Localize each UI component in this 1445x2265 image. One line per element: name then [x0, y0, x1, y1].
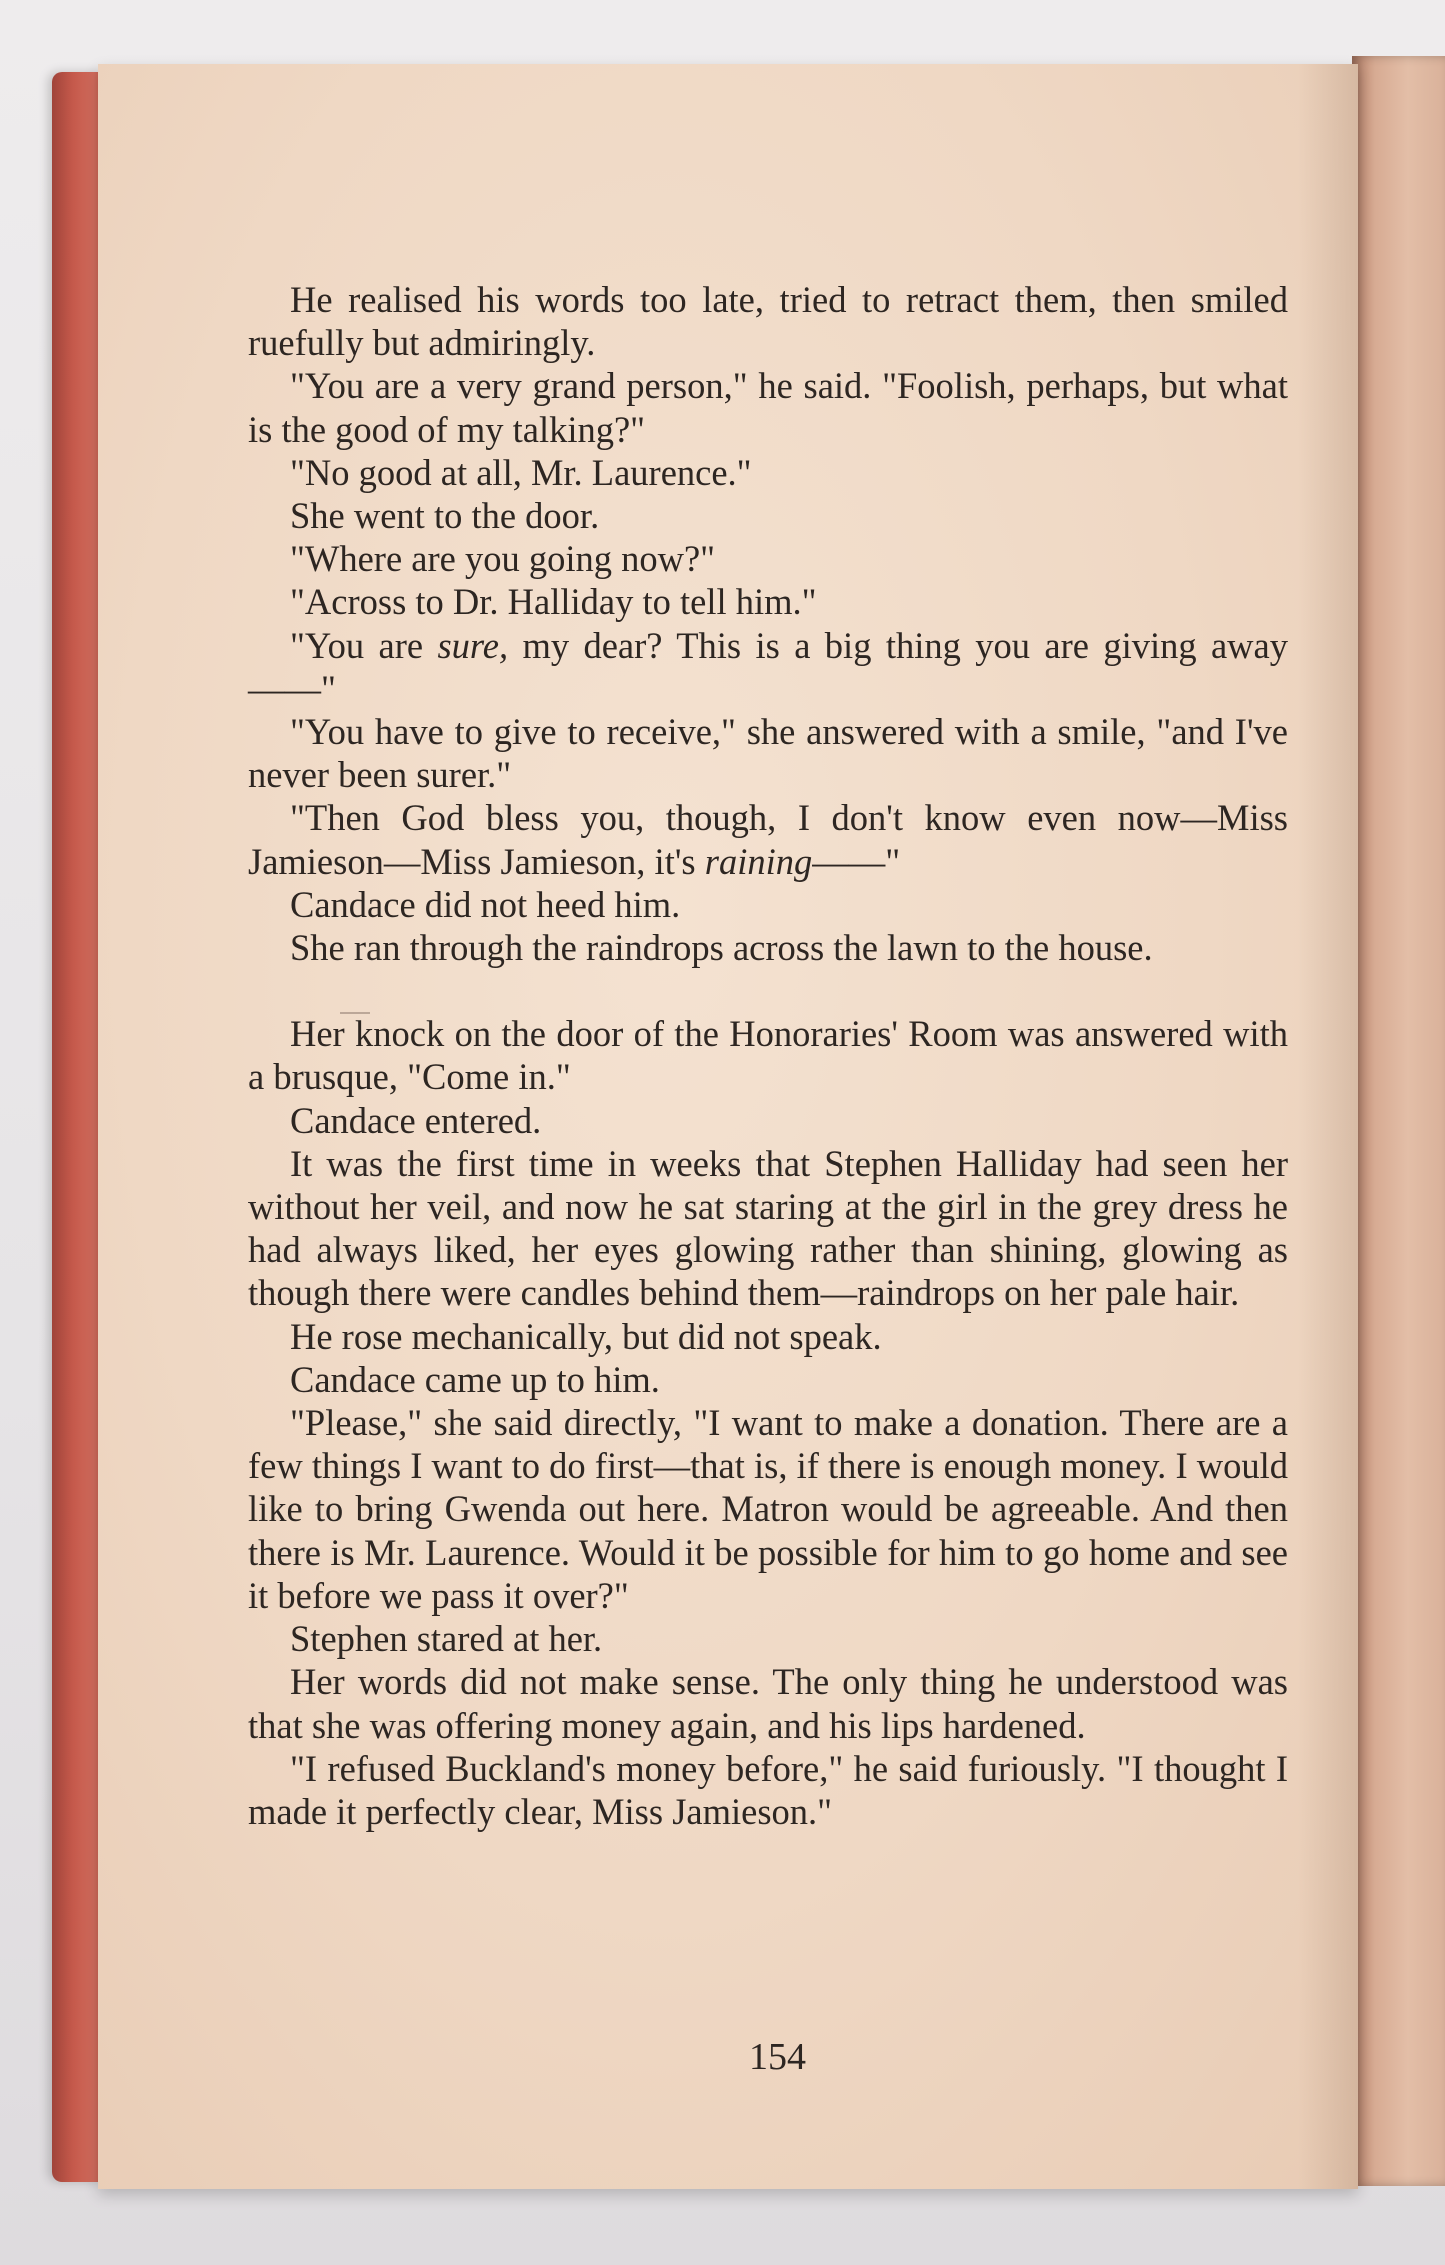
paragraph: She went to the door.: [290, 495, 600, 537]
page-number: 154: [749, 2036, 806, 2078]
paragraph: [248, 796, 1288, 882]
red-page-edge: [52, 72, 104, 2182]
paragraph: Her knock on the door of the Honoraries' Room was answered with a brusque, "Come in.": [248, 1013, 1288, 1098]
paragraph: Stephen stared at her.: [290, 1618, 603, 1660]
paragraph: Candace did not heed him.: [290, 883, 681, 925]
facing-page-edge: [1352, 56, 1445, 2186]
text-run: ——": [812, 840, 901, 882]
text-run: "You are: [290, 624, 438, 666]
text-run: "Then God bless you, though, I don't know even now—Miss Jamieson—Miss Jamieson, it's: [248, 797, 1288, 882]
page-text: [248, 278, 1288, 1833]
text-run: my dear? This is a big thing you are giving away——": [248, 624, 1288, 709]
paragraph: "I refused Buckland's money before," he said furiously. "I thought I made it perfectly clear, Miss Jamieson.": [248, 1747, 1288, 1832]
paragraph: Her words did not make sense. The only thing he understood was that she was offering money again, and his lips hardened.: [248, 1661, 1288, 1746]
italic-run: sure,: [437, 624, 509, 666]
paragraph: Candace came up to him.: [290, 1358, 660, 1400]
paragraph: Candace entered.: [290, 1099, 542, 1141]
paragraph: It was the first time in weeks that Stephen Halliday had seen her without her veil, and now he sat staring at the girl in the grey dress he had always liked, her eyes glowing rather than shining, glowing as though there were candles behind them—raindrops on her pale hair.: [248, 1142, 1288, 1314]
paragraph: [248, 624, 1288, 710]
paragraph: "Across to Dr. Halliday to tell him.": [290, 581, 817, 623]
paragraph: "You have to give to receive," she answered with a smile, "and I've never been surer.": [248, 711, 1288, 796]
gutter-shadow: [1298, 64, 1358, 2189]
section-break-mark: [340, 1012, 370, 1014]
italic-run: raining: [704, 840, 813, 882]
paragraph: "You are a very grand person," he said. "Foolish, perhaps, but what is the good of my talking?": [248, 365, 1288, 450]
paragraph: He rose mechanically, but did not speak.: [290, 1315, 882, 1357]
paragraph: "Please," she said directly, "I want to make a donation. There are a few things I want to do first—that is, if there is enough money. I would like to bring Gwenda out here. Matron would be agreeable. And then there is Mr. Laurence. Would it be possible for him to go home and see it before we pass it over?": [248, 1402, 1288, 1616]
paragraph: "No good at all, Mr. Laurence.": [290, 451, 752, 493]
paragraph: She ran through the raindrops across the lawn to the house.: [290, 927, 1153, 969]
paragraph: "Where are you going now?": [290, 538, 716, 580]
paragraph: He realised his words too late, tried to retract them, then smiled ruefully but admiringly.: [248, 279, 1288, 364]
